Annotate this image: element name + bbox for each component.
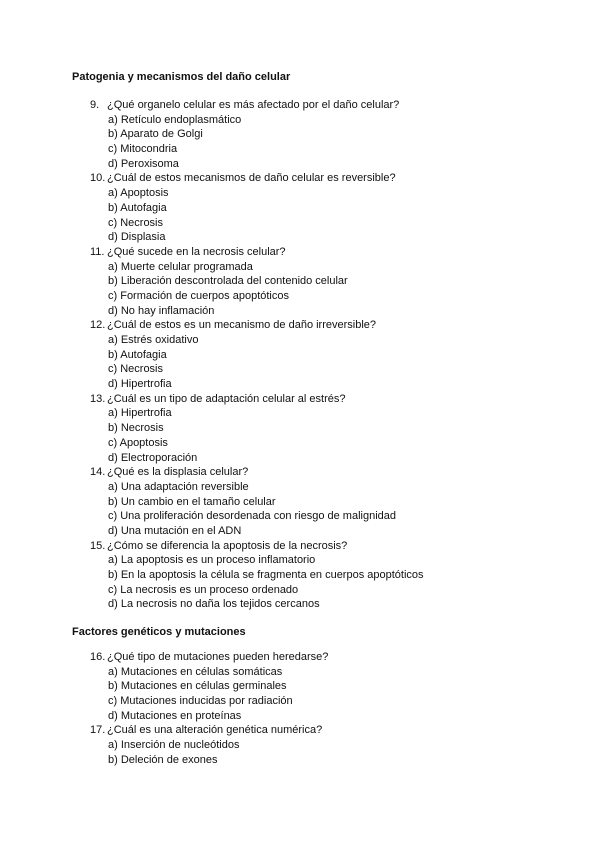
question-line: [0, 465, 600, 480]
option-b: b) Autofagia: [108, 201, 167, 214]
options-list: [0, 406, 600, 465]
options-list: [0, 333, 600, 392]
option-c: c) Necrosis: [108, 216, 164, 229]
option-a: a) Retículo endoplasmático: [108, 113, 242, 126]
question-text: ¿Cuál de estos mecanismos de daño celular es reversible?: [107, 172, 396, 185]
question-17: [0, 723, 600, 767]
question-number: 12.: [90, 319, 106, 332]
option-b: b) Aparato de Golgi: [108, 128, 203, 141]
question-number: 9.: [90, 99, 100, 111]
option-b: b) Autofagia: [108, 348, 167, 361]
question-text: ¿Cuál de estos es un mecanismo de daño irreversible?: [107, 319, 377, 332]
option-a: a) Muerte celular programada: [108, 260, 253, 273]
option-a: a) Estrés oxidativo: [108, 334, 199, 346]
question-number: 10.: [90, 172, 106, 185]
option-d: d) Hipertrofia: [108, 378, 172, 391]
question-text: ¿Cómo se diferencia la apoptosis de la necrosis?: [107, 539, 348, 552]
option-b: b) Deleción de exones: [108, 753, 218, 766]
question-number: 14.: [90, 466, 106, 479]
question-line: [0, 98, 600, 113]
section-title: Patogenia y mecanismos del daño celular: [72, 71, 291, 83]
question-line: [0, 245, 600, 260]
option-b: b) Necrosis: [108, 422, 164, 435]
option-d: d) Displasia: [108, 231, 166, 244]
option-d: d) Mutaciones en proteínas: [108, 709, 242, 722]
option-a: a) Mutaciones en células somáticas: [108, 665, 283, 678]
option-c: c) La necrosis es un proceso ordenado: [108, 583, 299, 596]
question-line: [0, 318, 600, 333]
option-b: b) En la apoptosis la célula se fragmenta en cuerpos apoptóticos: [108, 569, 424, 581]
option-b: b) Un cambio en el tamaño celular: [108, 495, 276, 508]
section-title: Factores genéticos y mutaciones: [72, 626, 246, 638]
question-text: ¿Qué organelo celular es más afectado por el daño celular?: [107, 99, 400, 111]
option-b: b) Mutaciones en células germinales: [108, 680, 287, 693]
options-list: [0, 260, 600, 319]
option-d: d) La necrosis no daña los tejidos cercanos: [108, 598, 320, 611]
options-list: [0, 480, 600, 539]
question-list: [0, 98, 600, 612]
question-11: [0, 245, 600, 318]
option-d: d) No hay inflamación: [108, 304, 215, 317]
question-line: [0, 539, 600, 554]
question-list: [0, 650, 600, 768]
question-14: [0, 465, 600, 538]
question-line: [0, 171, 600, 186]
question-text: ¿Qué es la displasia celular?: [107, 466, 249, 479]
question-number: 11.: [90, 245, 105, 258]
option-c: c) Necrosis: [108, 363, 164, 376]
options-list: [0, 553, 600, 612]
question-number: 17.: [90, 724, 106, 737]
option-c: c) Apoptosis: [108, 436, 168, 449]
question-number: 16.: [90, 651, 106, 663]
question-number: 13.: [90, 392, 106, 405]
option-d: d) Peroxisoma: [108, 157, 179, 170]
option-a: a) Hipertrofia: [108, 407, 172, 420]
options-list: [0, 665, 600, 724]
options-list: [0, 738, 600, 767]
option-a: a) La apoptosis es un proceso inflamatorio: [108, 554, 316, 567]
question-text: ¿Qué sucede en la necrosis celular?: [107, 245, 286, 258]
options-list: [0, 186, 600, 245]
question-text: ¿Cuál es un tipo de adaptación celular al estrés?: [107, 392, 346, 405]
option-c: c) Formación de cuerpos apoptóticos: [108, 289, 289, 302]
question-9: [0, 98, 600, 171]
question-12: [0, 318, 600, 391]
question-13: [0, 392, 600, 465]
option-a: a) Inserción de nucleótidos: [108, 739, 240, 752]
option-a: a) Apoptosis: [108, 187, 169, 200]
option-d: d) Electroporación: [108, 451, 198, 464]
option-c: c) Mitocondria: [108, 143, 178, 156]
option-c: c) Una proliferación desordenada con riesgo de malignidad: [108, 510, 397, 523]
option-c: c) Mutaciones inducidas por radiación: [108, 695, 293, 708]
question-line: [0, 392, 600, 407]
option-a: a) Una adaptación reversible: [108, 480, 249, 493]
question-text: ¿Qué tipo de mutaciones pueden heredarse?: [107, 651, 329, 663]
question-15: [0, 539, 600, 612]
option-b: b) Liberación descontrolada del contenido celular: [108, 275, 348, 288]
question-line: [0, 650, 600, 665]
question-line: [0, 723, 600, 738]
option-d: d) Una mutación en el ADN: [108, 524, 242, 537]
question-text: ¿Cuál es una alteración genética numérica?: [107, 724, 323, 737]
options-list: [0, 113, 600, 172]
question-10: [0, 171, 600, 244]
question-16: [0, 650, 600, 723]
question-number: 15.: [90, 539, 106, 552]
